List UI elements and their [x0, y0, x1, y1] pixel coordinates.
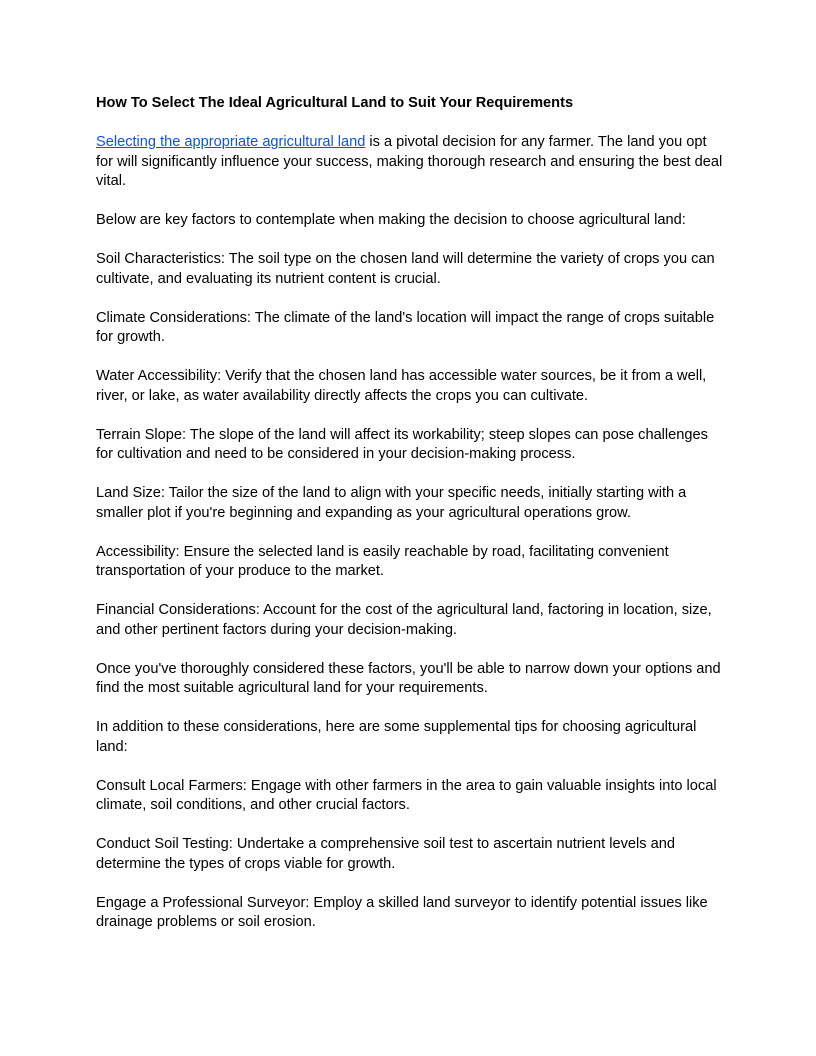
document-page: [96, 94, 726, 952]
paragraph-surveyor: Engage a Professional Surveyor: Employ a skilled land surveyor to identify potential issues like drainage problems or soil erosion.: [96, 894, 708, 930]
intro-paragraph: [96, 133, 726, 192]
paragraph-water-accessibility: Water Accessibility: Verify that the chosen land has accessible water sources, be it from a well, river, or lake, as water availability directly affects the crops you can cultivate.: [96, 368, 707, 404]
paragraph-supplemental-intro: In addition to these considerations, here are some supplemental tips for choosing agricultural land:: [96, 719, 697, 755]
paragraph-summary: Once you've thoroughly considered these factors, you'll be able to narrow down your options and find the most suitable agricultural land for your requirements.: [96, 660, 721, 696]
paragraph-consult-farmers: Consult Local Farmers: Engage with other farmers in the area to gain valuable insights into local climate, soil conditions, and other crucial factors.: [96, 777, 717, 813]
intro-link[interactable]: Selecting the appropriate agricultural land: [96, 134, 366, 150]
paragraph-soil-testing: Conduct Soil Testing: Undertake a comprehensive soil test to ascertain nutrient levels and determine the types of crops viable for growth.: [96, 836, 675, 872]
intro-text: is a pivotal decision for any farmer. The land you opt for will significantly influence your success, making thorough research and ensuring the best deal vital.: [96, 134, 723, 189]
document-title: How To Select The Ideal Agricultural Land to Suit Your Requirements: [96, 95, 574, 111]
paragraph-land-size: Land Size: Tailor the size of the land to align with your specific needs, initially starting with a smaller plot if you're beginning and expanding as your agricultural operations grow.: [96, 485, 687, 521]
paragraph-accessibility: Accessibility: Ensure the selected land is easily reachable by road, facilitating convenient transportation of your produce to the market.: [96, 543, 669, 579]
paragraph-climate-considerations: Climate Considerations: The climate of the land's location will impact the range of crops suitable for growth.: [96, 309, 715, 345]
paragraph-factors-intro: Below are key factors to contemplate when making the decision to choose agricultural land:: [96, 212, 686, 228]
paragraph-soil-characteristics: Soil Characteristics: The soil type on the chosen land will determine the variety of crops you can cultivate, and evaluating its nutrient content is crucial.: [96, 251, 715, 287]
paragraph-terrain-slope: Terrain Slope: The slope of the land will affect its workability; steep slopes can pose challenges for cultivation and need to be considered in your decision-making process.: [96, 426, 708, 462]
paragraph-financial-considerations: Financial Considerations: Account for the cost of the agricultural land, factoring in location, size, and other pertinent factors during your decision-making.: [96, 602, 712, 638]
